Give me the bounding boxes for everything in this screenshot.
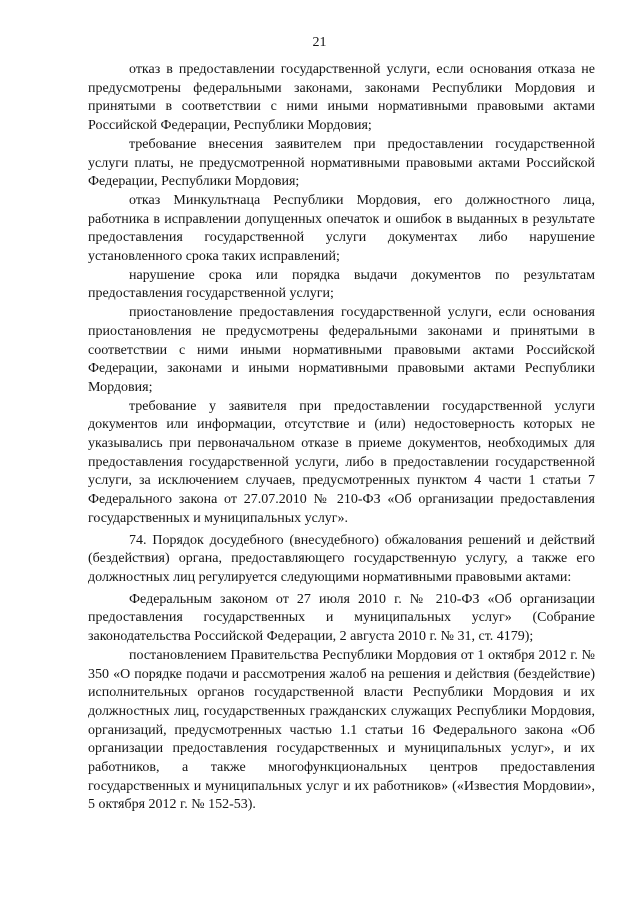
paragraph-item-74: 74. Порядок досудебного (внесудебного) обжалования решений и действий (бездействия) органа, предоставляющего государственную услугу, а также его должностных лиц регулируется следующими нормативными правовыми актами:	[88, 532, 595, 585]
paragraph-extra-documents-requirement: требование у заявителя при предоставлении государственной услуги документов или информации, отсутствие и (или) недостоверность которых не указывались при первоначальном отказе в приеме документов, необходимых для предоставления государственной услуги, либо в предоставлении государственной услуги, за исключением случаев, предусмотренных пунктом 4 части 1 статьи 7 Федерального закона от 27.07.2010 № 210-ФЗ «Об организации предоставления государственных и муниципальных услуг».	[88, 398, 595, 526]
document-body	[88, 61, 595, 815]
paragraph-refusal-to-correct-errors: отказ Минкультнаца Республики Мордовия, его должностного лица, работника в исправлении допущенных опечаток и ошибок в выданных в результате предоставления государственной услуги документах либо нарушение установленного срока таких исправлений;	[88, 192, 595, 265]
paragraph-document-issue-violation: нарушение срока или порядка выдачи документов по результатам предоставления государственной услуги;	[88, 267, 595, 302]
paragraph-resolution-350: постановлением Правительства Республики Мордовия от 1 октября 2012 г. № 350 «О порядке подачи и рассмотрения жалоб на решения и действия (бездействие) исполнительных органов государственной власти Республики Мордовия и их должностных лиц, государственных гражданских служащих Республики Мордовия, организаций, предусмотренных частью 1.1 статьи 16 Федерального закона «Об организации предоставления государственных и муниципальных услуг», и их работников, а также многофункциональных центров предоставления государственных и муниципальных услуг и их работников» («Известия Мордовии», 5 октября 2012 г. № 152-53).	[88, 647, 595, 813]
paragraph-fee-requirement: требование внесения заявителем при предоставлении государственной услуги платы, не предусмотренной нормативными правовыми актами Российской Федерации, Республики Мордовия;	[88, 136, 595, 190]
paragraph-federal-law-210: Федеральным законом от 27 июля 2010 г. № 210-ФЗ «Об организации предоставления государственных и муниципальных услуг» (Собрание законодательства Российской Федерации, 2 августа 2010 г. № 31, ст. 4179);	[88, 591, 595, 645]
paragraph-service-suspension: приостановление предоставления государственной услуги, если основания приостановления не предусмотрены федеральными законами и принятыми в соответствии с ними иными нормативными правовыми актами Российской Федерации, законами и иными нормативными правовыми актами Республики Мордовия;	[88, 305, 595, 395]
paragraph-refusal-not-provided: отказ в предоставлении государственной услуги, если основания отказа не предусмотрены федеральными законами, законами Республики Мордовия и принятыми в соответствии с ними иными нормативными правовыми актами Российской Федерации, Республики Мордовия;	[88, 62, 595, 134]
page-number: 21	[312, 35, 327, 50]
